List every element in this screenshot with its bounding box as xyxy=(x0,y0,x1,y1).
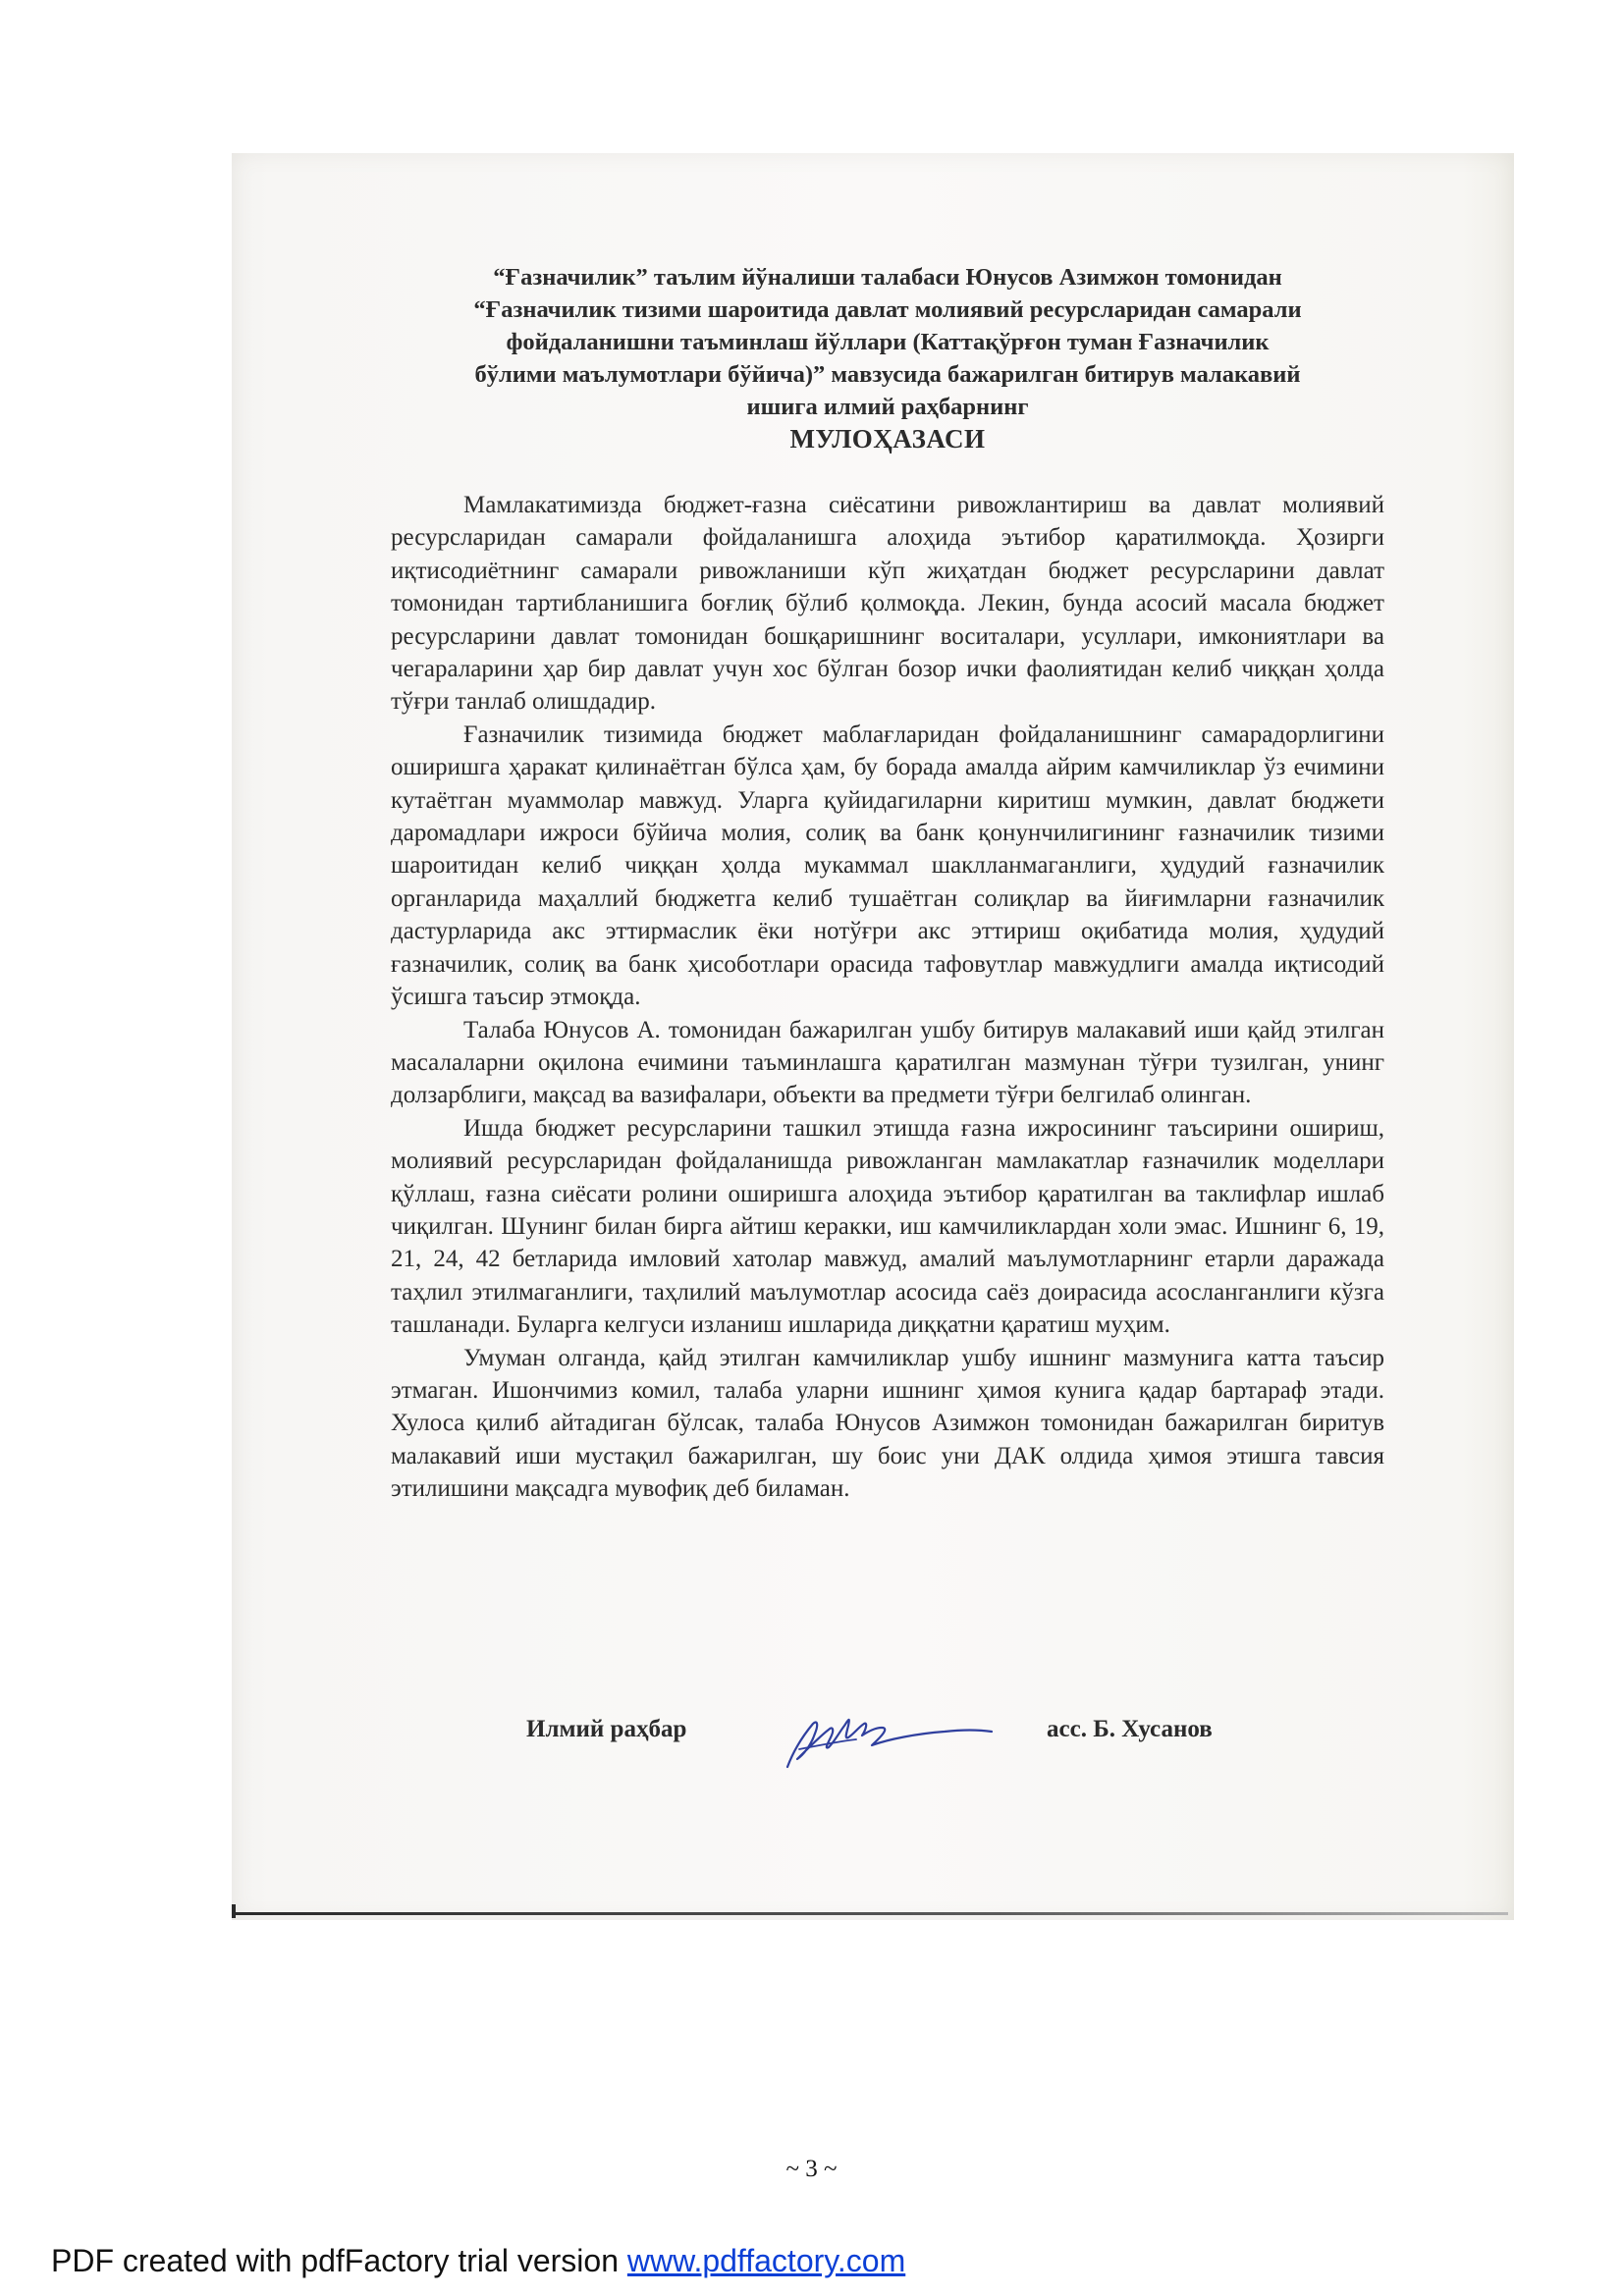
footer-text: PDF created with pdfFactory trial version xyxy=(51,2243,627,2278)
scan-edge-tick xyxy=(232,1904,236,1918)
body-paragraph: Умуман олганда, қайд этилган камчиликлар ушбу ишнинг мазмунига катта таъсир этмаган. Ишончимиз комил, талаба уларни ишнинг ҳимоя кунига қадар бартараф этади. Хулоса қилиб айтадиган бўлсак, талаба Юнусов Азимжон томонидан бажарилган биритув малакавий иши мустақил бажарилган, шу боис уни ДАК олдида ҳимоя этишга тавсия этилишини мақсадга мувофиқ деб биламан. xyxy=(391,1344,1384,1503)
heading-line: ишига илмий раҳбарнинг xyxy=(746,394,1029,420)
body-paragraph: Ишда бюджет ресурсларини ташкил этишда ғазна ижросининг таъсирини ошириш, молиявий ресурсларидан фойдаланишда ривожланган мамлакатлар ғазначилик моделлари қўллаш, ғазна сиёсати ролини оширишга алоҳида эътибор қаратилган ва таклифлар ишлаб чиқилган. Шунинг билан бирга айтиш керакки, иш камчиликлардан холи эмас. Ишнинг 6, 19, 21, 24, 42 бетларида имловий хатолар мавжуд, амалий маълумотларнинг етарли даражада таҳлил этилмаганлиги, таҳлилий маълумотлар асосида саёз доирасида асосланганлиги кўзга ташланади. Буларга келгуси изланиш ишларида диққатни қаратиш муҳим. xyxy=(391,1114,1384,1339)
pdf-footer xyxy=(51,2243,905,2279)
letter-body xyxy=(391,261,1384,1506)
body-paragraph: Мамлакатимизда бюджет-ғазна сиёсатини ривожлантириш ва давлат молиявий ресурсларидан самарали фойдаланишга алоҳида эътибор қаратилмоқда. Ҳозирги иқтисодиётнинг самарали ривожланиши кўп жиҳатдан бюджет ресурсларини давлат томонидан тартибланишига боғлиқ бўлиб қолмоқда. Лекин, бунда асосий масала бюджет ресурсларини давлат томонидан бошқаришнинг воситалари, усуллари, имкониятлари ва чегараларини ҳар бир давлат учун хос бўлган бозор ички фаолиятидан келиб чиққан ҳолда тўғри танлаб олишдадир. xyxy=(391,492,1384,716)
page-number: ~ 3 ~ xyxy=(785,2156,838,2182)
signature-block xyxy=(526,1690,1253,1779)
document-title: МУЛОҲАЗАСИ xyxy=(789,424,986,454)
supervisor-name: асс. Б. Хусанов xyxy=(1047,1716,1213,1742)
footer-link[interactable]: www.pdffactory.com xyxy=(626,2243,906,2278)
heading-line: “Ғазначилик тизими шароитида давлат молиявий ресурсларидан самарали xyxy=(473,296,1302,323)
heading-line: бўлими маълумотлари бўйича)” мавзусида бажарилган битирув малакавий xyxy=(474,361,1301,388)
heading-line: фойдаланишни таъминлаш йўллари (Каттақўрғон туман Ғазначилик xyxy=(506,329,1270,355)
body-paragraph: Ғазначилик тизимида бюджет маблағларидан фойдаланишнинг самарадорлигини оширишга ҳаракат қилинаётган бўлса ҳам, бу борада амалда айрим камчиликлар ўз ечимини кутаётган муаммолар мавжуд. Уларга қуйидагиларни киритиш мумкин, давлат бюджети даромадлари ижроси бўйича молия, солиқ ва банк қонунчилигининг ғазначилик тизими шароитидан келиб чиққан ҳолда мукаммал шаклланмаганлиги, ҳудудий ғазначилик органларида маҳаллий бюджетга келиб тушаётган солиқлар ва йиғимларни ғазначилик дастурларида акс эттирмаслик ёки нотўғри акс эттириш оқибатида молия, ҳудудий ғазначилик, солиқ ва банк ҳисоботлари орасида тафовутлар мавжудлиги амалда иқтисодий ўсишга таъсир этмоқда. xyxy=(391,721,1384,1011)
handwritten-signature xyxy=(770,1690,996,1779)
supervisor-role: Илмий раҳбар xyxy=(526,1716,687,1742)
scan-edge-line xyxy=(232,1912,1508,1915)
heading-line: “Ғазначилик” таълим йўналиши талабаси Юнусов Азимжон томонидан xyxy=(493,264,1282,291)
body-paragraph: Талаба Юнусов А. томонидан бажарилган ушбу битирув малакавий иши қайд этилган масалаларни оқилона ечимини таъминлашга қаратилган мазмунан тўғри тузилган, унинг долзарблиги, мақсад ва вазифалари, объекти ва предмети тўғри белгилаб олинган. xyxy=(391,1016,1384,1109)
